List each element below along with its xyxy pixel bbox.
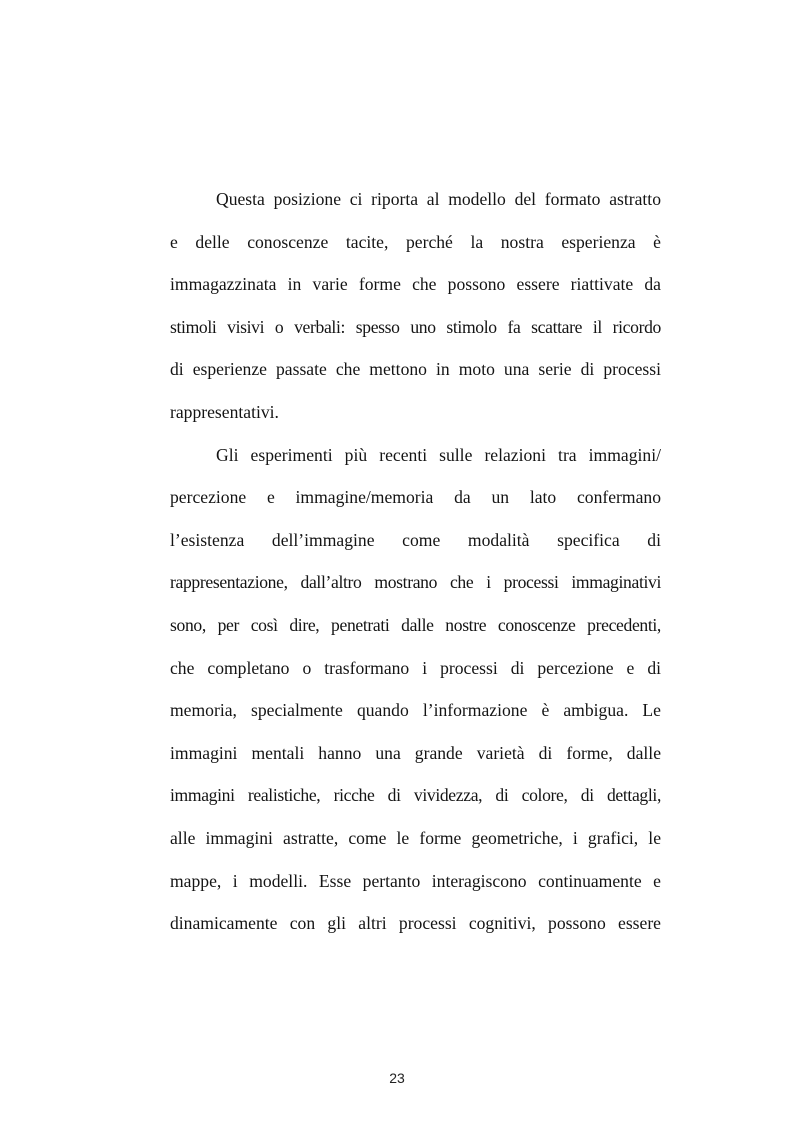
paragraph-1-line-5: di esperienze passate che mettono in moto una serie di processi [170, 359, 661, 380]
paragraph-2-line-7: memoria, specialmente quando l’informazione è ambigua. Le [170, 700, 661, 721]
paragraph-2-line-6: che completano o trasformano i processi di percezione e di [170, 657, 661, 678]
paragraph-2-line-8: immagini mentali hanno una grande varietà di forme, dalle [170, 742, 661, 763]
paragraph-2-line-12: dinamicamente con gli altri processi cognitivi, possono essere [170, 913, 661, 934]
paragraph-1-line-1: Questa posizione ci riporta al modello del formato astratto [216, 189, 661, 209]
paragraph-2-line-10: alle immagini astratte, come le forme geometriche, i grafici, le [170, 827, 661, 848]
paragraph-2-line-3: l’esistenza dell’immagine come modalità specifica di [170, 529, 661, 550]
paragraph-2-line-2: percezione e immagine/memoria da un lato confermano [170, 487, 661, 508]
paragraph-2-line-4: rappresentazione, dall’altro mostrano che i processi immaginativi [170, 572, 661, 593]
paragraph-2-line-9: immagini realistiche, ricche di vividezza, di colore, di dettagli, [170, 785, 661, 806]
paragraph-1-line-3: immagazzinata in varie forme che possono essere riattivate da [170, 274, 661, 295]
paragraph-2-line-11: mappe, i modelli. Esse pertanto interagiscono continuamente e [170, 870, 661, 891]
page-number: 23 [389, 1070, 405, 1086]
paragraph-1-line-2: e delle conoscenze tacite, perché la nostra esperienza è [170, 231, 661, 252]
paragraph-1-line-6: rappresentativi. [170, 401, 279, 422]
paragraph-2-line-1: Gli esperimenti più recenti sulle relazioni tra immagini/ [216, 444, 661, 465]
body-text [170, 178, 661, 945]
paragraph-2-line-5: sono, per così dire, penetrati dalle nostre conoscenze precedenti, [170, 614, 661, 635]
paragraph-1-line-4: stimoli visivi o verbali: spesso uno stimolo fa scattare il ricordo [170, 316, 661, 337]
